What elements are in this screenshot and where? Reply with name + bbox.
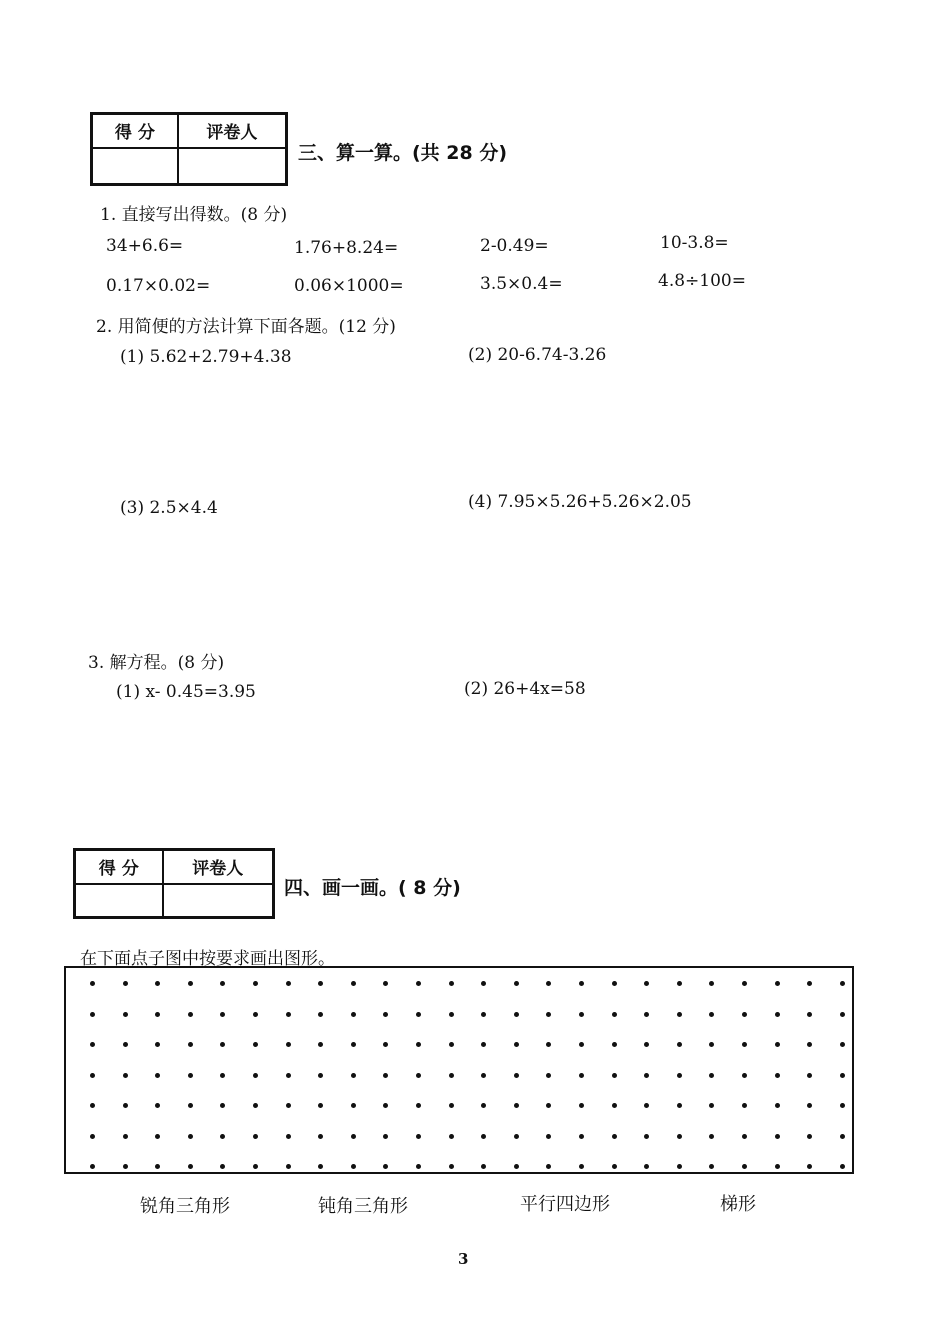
grid-dot[interactable] [220, 1012, 225, 1017]
grid-dot[interactable] [383, 1012, 388, 1017]
grid-dot[interactable] [449, 1103, 454, 1108]
grid-dot[interactable] [286, 1103, 291, 1108]
grid-dot[interactable] [742, 1164, 747, 1169]
q1-item-3: 2-0.49= [480, 236, 549, 256]
grid-dot[interactable] [546, 981, 551, 986]
grid-dot[interactable] [514, 1164, 519, 1169]
grid-dot[interactable] [742, 1073, 747, 1078]
grid-dot[interactable] [677, 1103, 682, 1108]
grid-dot[interactable] [775, 1103, 780, 1108]
grid-dot[interactable] [579, 1134, 584, 1139]
grid-dot[interactable] [807, 1164, 812, 1169]
grid-dot[interactable] [807, 1012, 812, 1017]
grid-dot[interactable] [742, 1134, 747, 1139]
grid-dot[interactable] [546, 1042, 551, 1047]
grid-dot[interactable] [612, 1042, 617, 1047]
grid-dot[interactable] [775, 1134, 780, 1139]
grid-dot[interactable] [155, 1073, 160, 1078]
grid-dot[interactable] [351, 1012, 356, 1017]
grid-dot[interactable] [807, 1073, 812, 1078]
grid-dot[interactable] [579, 1073, 584, 1078]
grid-dot[interactable] [775, 1012, 780, 1017]
grid-dot[interactable] [253, 1134, 258, 1139]
grid-dot[interactable] [840, 981, 845, 986]
grid-dot[interactable] [220, 1073, 225, 1078]
grid-dot[interactable] [90, 1164, 95, 1169]
grid-dot[interactable] [253, 1012, 258, 1017]
grid-dot[interactable] [677, 1042, 682, 1047]
grader-cell[interactable] [163, 884, 274, 918]
grid-dot[interactable] [286, 981, 291, 986]
grid-dot[interactable] [840, 1073, 845, 1078]
q1-item-6: 0.06×1000= [294, 276, 404, 296]
q1-item-1: 34+6.6= [106, 236, 184, 256]
grid-dot[interactable] [775, 1042, 780, 1047]
grid-dot[interactable] [351, 1103, 356, 1108]
shape-label-4: 梯形 [720, 1194, 756, 1215]
score-box-section4 [73, 848, 275, 919]
grid-dot[interactable] [709, 1073, 714, 1078]
grid-dot[interactable] [416, 1073, 421, 1078]
score-header: 得 分 [75, 850, 163, 884]
grid-dot[interactable] [807, 1134, 812, 1139]
grid-dot[interactable] [155, 1103, 160, 1108]
q2-item-4: (4) 7.95×5.26+5.26×2.05 [468, 492, 692, 512]
grid-dot[interactable] [123, 1012, 128, 1017]
q2-item-1: (1) 5.62+2.79+4.38 [120, 347, 292, 367]
grid-dot[interactable] [188, 1012, 193, 1017]
grid-dot[interactable] [155, 1012, 160, 1017]
grid-dot[interactable] [840, 1134, 845, 1139]
shape-label-3: 平行四边形 [520, 1194, 610, 1215]
grid-dot[interactable] [318, 1134, 323, 1139]
grid-dot[interactable] [253, 981, 258, 986]
grid-dot[interactable] [840, 1012, 845, 1017]
grader-header: 评卷人 [163, 850, 274, 884]
grid-dot[interactable] [383, 1134, 388, 1139]
grid-dot[interactable] [612, 1134, 617, 1139]
grid-dot[interactable] [644, 1134, 649, 1139]
q1-title: 1. 直接写出得数。(8 分) [100, 205, 288, 225]
grid-dot[interactable] [775, 981, 780, 986]
grid-dot[interactable] [155, 1042, 160, 1047]
grid-dot[interactable] [253, 1103, 258, 1108]
grid-dot[interactable] [481, 1073, 486, 1078]
grid-dot[interactable] [709, 981, 714, 986]
grid-dot[interactable] [677, 1012, 682, 1017]
grid-dot[interactable] [123, 1164, 128, 1169]
grid-dot[interactable] [286, 1042, 291, 1047]
grid-dot[interactable] [579, 1042, 584, 1047]
grid-dot[interactable] [579, 981, 584, 986]
grid-dot[interactable] [807, 981, 812, 986]
grid-dot[interactable] [514, 1073, 519, 1078]
q2-title: 2. 用简便的方法计算下面各题。(12 分) [96, 317, 396, 337]
grid-dot[interactable] [677, 1134, 682, 1139]
grid-dot[interactable] [579, 1103, 584, 1108]
q3-item-2: (2) 26+4x=58 [464, 679, 586, 699]
grid-dot[interactable] [742, 1103, 747, 1108]
grid-dot[interactable] [742, 981, 747, 986]
grid-dot[interactable] [318, 1103, 323, 1108]
grid-dot[interactable] [677, 981, 682, 986]
grid-dot[interactable] [416, 981, 421, 986]
grid-dot[interactable] [90, 1042, 95, 1047]
grid-dot[interactable] [449, 1042, 454, 1047]
grid-dot[interactable] [840, 1042, 845, 1047]
grid-dot[interactable] [123, 1134, 128, 1139]
grid-dot[interactable] [188, 1134, 193, 1139]
grid-dot[interactable] [155, 981, 160, 986]
grid-dot[interactable] [416, 1134, 421, 1139]
score-cell[interactable] [75, 884, 163, 918]
grid-dot[interactable] [90, 981, 95, 986]
grid-dot[interactable] [220, 981, 225, 986]
grid-dot[interactable] [90, 1073, 95, 1078]
grid-dot[interactable] [253, 1042, 258, 1047]
grid-dot[interactable] [449, 1134, 454, 1139]
grid-dot[interactable] [90, 1134, 95, 1139]
grid-dot[interactable] [318, 1164, 323, 1169]
grid-dot[interactable] [188, 1042, 193, 1047]
grid-dot[interactable] [351, 981, 356, 986]
section3-title: 三、算一算。(共 28 分) [298, 142, 508, 164]
dot-grid[interactable] [64, 966, 854, 1174]
grid-dot[interactable] [253, 1164, 258, 1169]
grid-dot[interactable] [807, 1103, 812, 1108]
grid-dot[interactable] [220, 1164, 225, 1169]
grid-dot[interactable] [546, 1134, 551, 1139]
grid-dot[interactable] [449, 1164, 454, 1169]
grid-dot[interactable] [123, 981, 128, 986]
grid-dot[interactable] [449, 981, 454, 986]
grid-dot[interactable] [742, 1012, 747, 1017]
grid-dot[interactable] [514, 1134, 519, 1139]
shape-label-2: 钝角三角形 [318, 1196, 408, 1217]
grid-dot[interactable] [253, 1073, 258, 1078]
grid-dot[interactable] [383, 1073, 388, 1078]
grid-dot[interactable] [775, 1073, 780, 1078]
grid-dot[interactable] [383, 1042, 388, 1047]
grid-dot[interactable] [677, 1073, 682, 1078]
grid-dot[interactable] [220, 1134, 225, 1139]
q3-item-1: (1) x- 0.45=3.95 [116, 682, 256, 702]
grid-dot[interactable] [742, 1042, 747, 1047]
q3-title: 3. 解方程。(8 分) [88, 653, 225, 673]
q1-item-8: 4.8÷100= [658, 271, 746, 291]
score-cell[interactable] [92, 148, 178, 185]
grid-dot[interactable] [416, 1012, 421, 1017]
grid-dot[interactable] [677, 1164, 682, 1169]
q1-item-5: 0.17×0.02= [106, 276, 211, 296]
grid-dot[interactable] [514, 981, 519, 986]
grid-dot[interactable] [318, 981, 323, 986]
page-number: 3 [458, 1250, 469, 1268]
grid-dot[interactable] [481, 1164, 486, 1169]
grid-dot[interactable] [155, 1134, 160, 1139]
grid-dot[interactable] [481, 1103, 486, 1108]
grid-dot[interactable] [840, 1103, 845, 1108]
grid-dot[interactable] [90, 1103, 95, 1108]
grid-dot[interactable] [481, 1134, 486, 1139]
q2-item-2: (2) 20-6.74-3.26 [468, 345, 607, 365]
grid-dot[interactable] [579, 1164, 584, 1169]
grid-dot[interactable] [188, 1164, 193, 1169]
grid-dot[interactable] [123, 1042, 128, 1047]
grid-dot[interactable] [188, 1073, 193, 1078]
grid-dot[interactable] [416, 1164, 421, 1169]
grid-dot[interactable] [383, 1164, 388, 1169]
grid-dot[interactable] [546, 1012, 551, 1017]
q1-item-4: 10-3.8= [660, 233, 729, 253]
grid-dot[interactable] [807, 1042, 812, 1047]
grid-dot[interactable] [220, 1103, 225, 1108]
grid-dot[interactable] [546, 1164, 551, 1169]
draw-instruction: 在下面点子图中按要求画出图形。 [80, 949, 335, 969]
grid-dot[interactable] [612, 1103, 617, 1108]
grid-dot[interactable] [90, 1012, 95, 1017]
grid-dot[interactable] [546, 1103, 551, 1108]
grid-dot[interactable] [709, 1012, 714, 1017]
grid-dot[interactable] [644, 981, 649, 986]
grid-dot[interactable] [286, 1073, 291, 1078]
grid-dot[interactable] [709, 1164, 714, 1169]
q1-item-2: 1.76+8.24= [294, 238, 399, 258]
grid-dot[interactable] [481, 981, 486, 986]
grid-dot[interactable] [383, 1103, 388, 1108]
grid-dot[interactable] [612, 981, 617, 986]
grader-cell[interactable] [178, 148, 287, 185]
grid-dot[interactable] [612, 1164, 617, 1169]
grid-dot[interactable] [840, 1164, 845, 1169]
grid-dot[interactable] [514, 1042, 519, 1047]
grid-dot[interactable] [351, 1042, 356, 1047]
score-header: 得 分 [92, 114, 178, 148]
grid-dot[interactable] [286, 1134, 291, 1139]
grid-dot[interactable] [188, 1103, 193, 1108]
grader-header: 评卷人 [178, 114, 287, 148]
grid-dot[interactable] [383, 981, 388, 986]
grid-dot[interactable] [318, 1042, 323, 1047]
grid-dot[interactable] [709, 1134, 714, 1139]
grid-dot[interactable] [481, 1042, 486, 1047]
grid-dot[interactable] [318, 1073, 323, 1078]
grid-dot[interactable] [644, 1012, 649, 1017]
grid-dot[interactable] [546, 1073, 551, 1078]
grid-dot[interactable] [612, 1012, 617, 1017]
grid-dot[interactable] [709, 1042, 714, 1047]
grid-dot[interactable] [612, 1073, 617, 1078]
grid-dot[interactable] [188, 981, 193, 986]
grid-dot[interactable] [775, 1164, 780, 1169]
grid-dot[interactable] [449, 1073, 454, 1078]
grid-dot[interactable] [481, 1012, 486, 1017]
grid-dot[interactable] [351, 1134, 356, 1139]
grid-dot[interactable] [514, 1103, 519, 1108]
grid-dot[interactable] [155, 1164, 160, 1169]
grid-dot[interactable] [709, 1103, 714, 1108]
grid-dot[interactable] [220, 1042, 225, 1047]
grid-dot[interactable] [449, 1012, 454, 1017]
grid-dot[interactable] [514, 1012, 519, 1017]
grid-dot[interactable] [286, 1012, 291, 1017]
grid-dot[interactable] [351, 1164, 356, 1169]
grid-dot[interactable] [286, 1164, 291, 1169]
grid-dot[interactable] [644, 1103, 649, 1108]
grid-dot[interactable] [123, 1103, 128, 1108]
grid-dot[interactable] [318, 1012, 323, 1017]
grid-dot[interactable] [579, 1012, 584, 1017]
q1-item-7: 3.5×0.4= [480, 274, 563, 294]
grid-dot[interactable] [416, 1103, 421, 1108]
q2-item-3: (3) 2.5×4.4 [120, 498, 218, 518]
score-box-section3 [90, 112, 288, 186]
grid-dot[interactable] [123, 1073, 128, 1078]
grid-dot[interactable] [416, 1042, 421, 1047]
grid-dot[interactable] [351, 1073, 356, 1078]
shape-label-1: 锐角三角形 [140, 1196, 230, 1217]
grid-dot[interactable] [644, 1164, 649, 1169]
section4-title: 四、画一画。( 8 分) [284, 877, 461, 899]
grid-dot[interactable] [644, 1042, 649, 1047]
grid-dot[interactable] [644, 1073, 649, 1078]
